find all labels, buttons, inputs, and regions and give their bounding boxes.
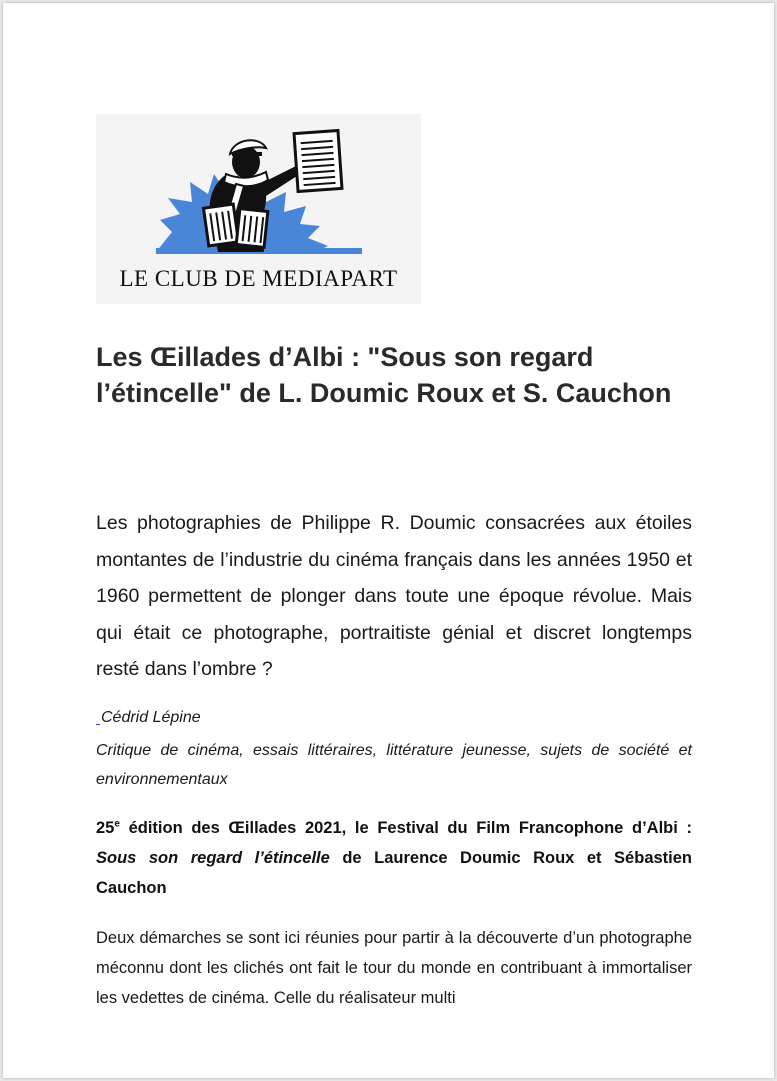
article-body-paragraph: Deux démarches se sont ici réunies pour partir à la découverte d’un photographe méconnu dont les clichés ont fait le tour du monde en contribuant à immortaliser les vedettes de cinéma. Celle du réalisateur multi	[96, 929, 692, 1007]
edition-ordinal: e	[114, 818, 120, 830]
edition-heading	[96, 813, 692, 903]
newspaper-crier-icon	[96, 114, 421, 264]
club-mediapart-logo[interactable]	[96, 114, 421, 304]
author-description: Critique de cinéma, essais littéraires, littérature jeunesse, sujets de société et environnementaux	[96, 742, 692, 788]
edition-number: 25	[96, 819, 115, 837]
edition-directors: de Laurence Doumic Roux et Sébastien Cauchon	[96, 849, 693, 897]
article-lead: Les photographies de Philippe R. Doumic consacrées aux étoiles montantes de l’industrie du cinéma français dans les années 1950 et 1960 permettent de plonger dans toute une époque révolue. Mais qui était ce photographe, portraitiste génial et discret longtemps resté dans l’ombre ?	[96, 512, 692, 680]
author-name-link[interactable]: Cédrid Lépine	[101, 709, 201, 726]
article-title: Les Œillades d’Albi : "Sous son regard l’étincelle" de L. Doumic Roux et S. Cauchon	[96, 342, 672, 408]
film-title: Sous son regard l’étincelle	[96, 849, 330, 867]
logo-wordmark: LE CLUB DE MEDIAPART	[119, 266, 398, 291]
edition-text: édition des Œillades 2021, le Festival du Film Francophone d’Albi :	[119, 819, 692, 837]
author-link-marker	[96, 724, 100, 725]
author-byline	[96, 706, 696, 730]
document-page	[3, 3, 774, 1078]
